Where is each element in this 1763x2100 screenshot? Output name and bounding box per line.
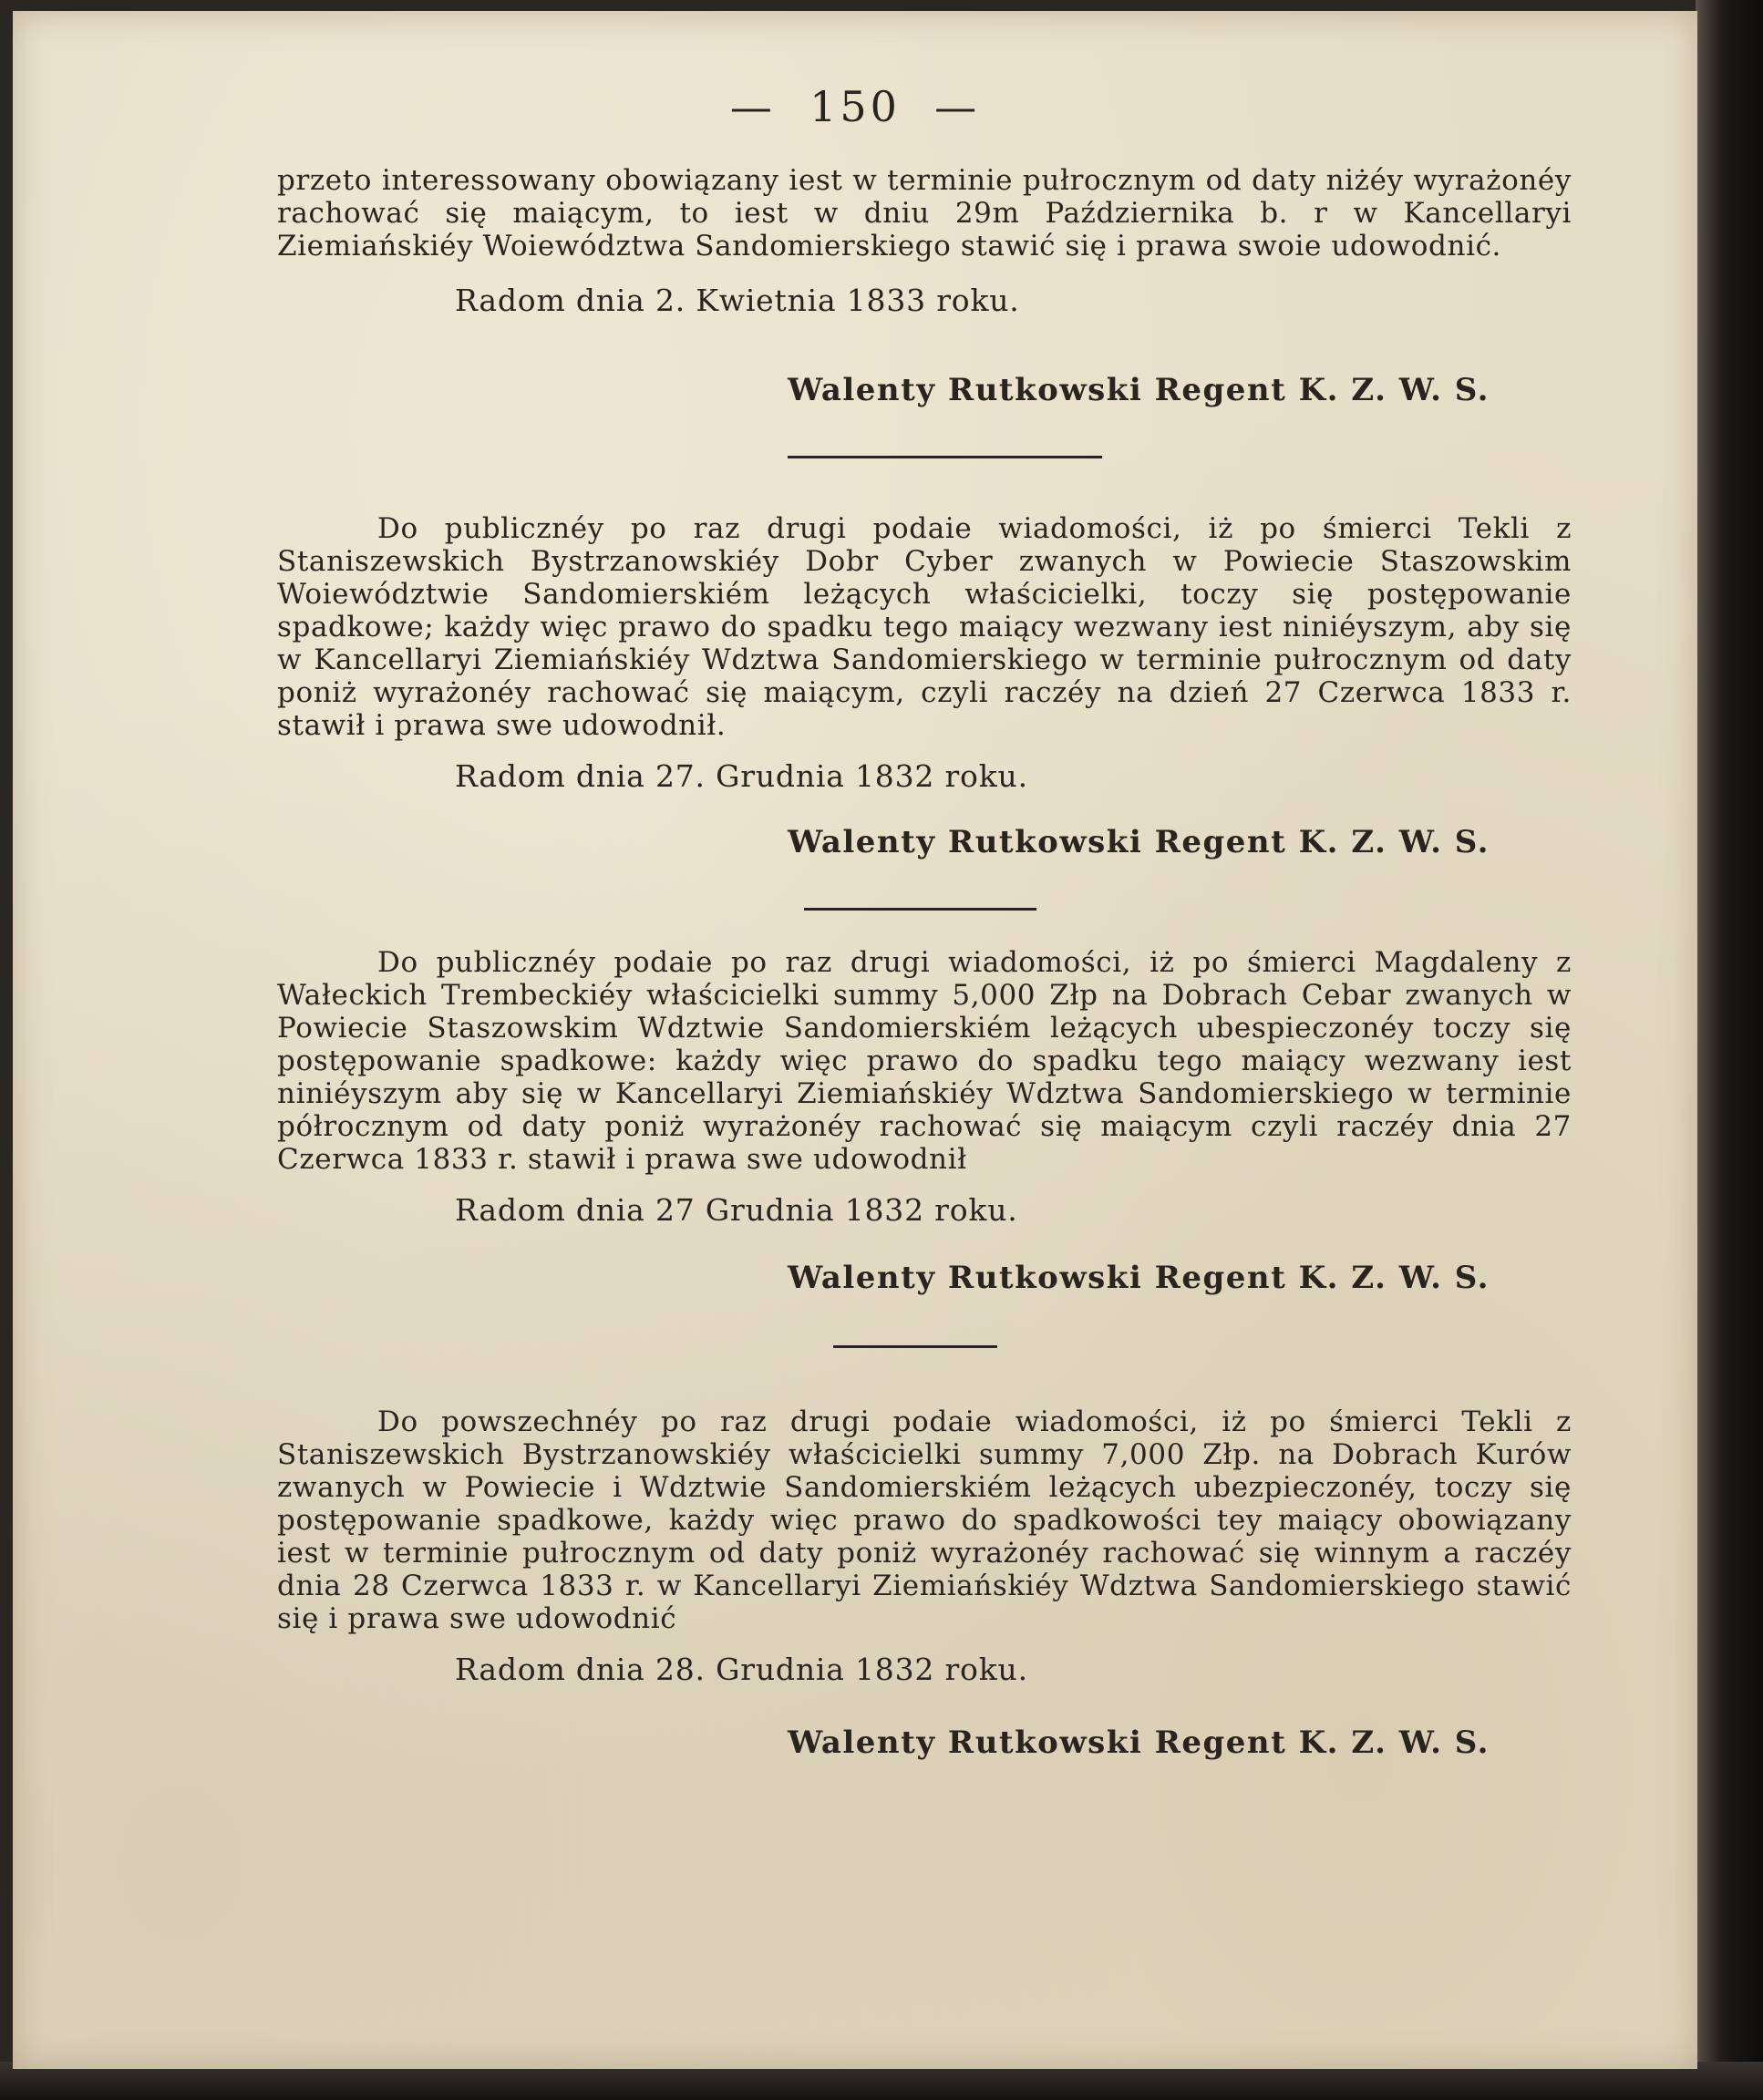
separator-rule-2 [804,908,1036,911]
notice-2-paragraph: Do publicznéy po raz drugi podaie wiadomości, iż po śmierci Tekli z Staniszewskich Bystrzanowskiéy Dobr Cyber zwanych w Powiecie Staszowskim Woiewództwie Sandomierskiém leżących właścicielki, toczy się postępowanie spadkowe; każdy więc prawo do spadku tego maiący wezwany iest niniéyszym, aby się w Kancellaryi Ziemiańskiéy Wdztwa Sandomierskiego w terminie pułrocznym od daty poniż wyrażonéy rachować się maiącym, czyli raczéy na dzień 27 Czerwca 1833 r. stawił i prawa swe udowodnił. [277,512,1572,742]
separator-rule-3 [833,1345,997,1348]
notice-2-signature: Walenty Rutkowski Regent K. Z. W. S. [788,824,1490,860]
notice-4 [277,1405,1572,1770]
page-number-dash-left: — [729,82,810,131]
notice-1-signature: Walenty Rutkowski Regent K. Z. W. S. [788,372,1490,408]
notice-3-signature: Walenty Rutkowski Regent K. Z. W. S. [788,1260,1490,1296]
notice-4-dateline: Radom dnia 28. Grudnia 1832 roku. [455,1652,1028,1687]
page-number-dash-right: — [900,82,981,131]
notice-2 [277,512,1572,859]
notice-3-dateline: Radom dnia 27 Grudnia 1832 roku. [455,1192,1018,1228]
notice-2-dateline: Radom dnia 27. Grudnia 1832 roku. [455,758,1028,794]
notice-3 [277,946,1572,1302]
notice-1 [277,164,1572,419]
notice-4-paragraph: Do powszechnéy po raz drugi podaie wiadomości, iż po śmierci Tekli z Staniszewskich Bystrzanowskiéy właścicielki summy 7,000 Złp. na Dobrach Kurów zwanych w Powiecie i Wdztwie Sandomierskiém leżących ubezpieczonéy, toczy się postępowanie spadkowe, każdy więc prawo do spadkowości tey maiący obowiązany iest w terminie pułrocznym od daty poniż wyrażonéy rachować się winnym a raczéy dnia 28 Czerwca 1833 r. w Kancellaryi Ziemiańskiéy Wdztwa Sandomierskiego stawić się i prawa swe udowodnić [277,1405,1572,1635]
document-page [13,11,1697,2069]
notice-3-paragraph: Do publicznéy podaie po raz drugi wiadomości, iż po śmierci Magdaleny z Wałeckich Trembeckiéy właścicielki summy 5,000 Złp na Dobrach Cebar zwanych w Powiecie Staszowskim Wdztwie Sandomierskiém leżących ubespieczonéy toczy się postępowanie spadkowe: każdy więc prawo do spadku tego maiący wezwany iest niniéyszym aby się w Kancellaryi Ziemiańskiéy Wdztwa Sandomierskiego w terminie półrocznym od daty poniż wyrażonéy rachować się maiącym czyli raczéy dnia 27 Czerwca 1833 r. stawił i prawa swe udowodnił [277,946,1572,1176]
page-number [13,82,1697,131]
notice-1-paragraph: przeto interessowany obowiązany iest w terminie pułrocznym od daty niżéy wyrażonéy rachować się maiącym, to iest w dniu 29m Października b. r w Kancellaryi Ziemiańskiéy Woiewództwa Sandomierskiego stawić się i prawa swoie udowodnić. [277,164,1572,262]
page-number-value: 150 [809,82,901,131]
notice-1-dateline: Radom dnia 2. Kwietnia 1833 roku. [455,283,1020,318]
notice-4-signature: Walenty Rutkowski Regent K. Z. W. S. [788,1724,1490,1761]
separator-rule-1 [788,456,1102,458]
